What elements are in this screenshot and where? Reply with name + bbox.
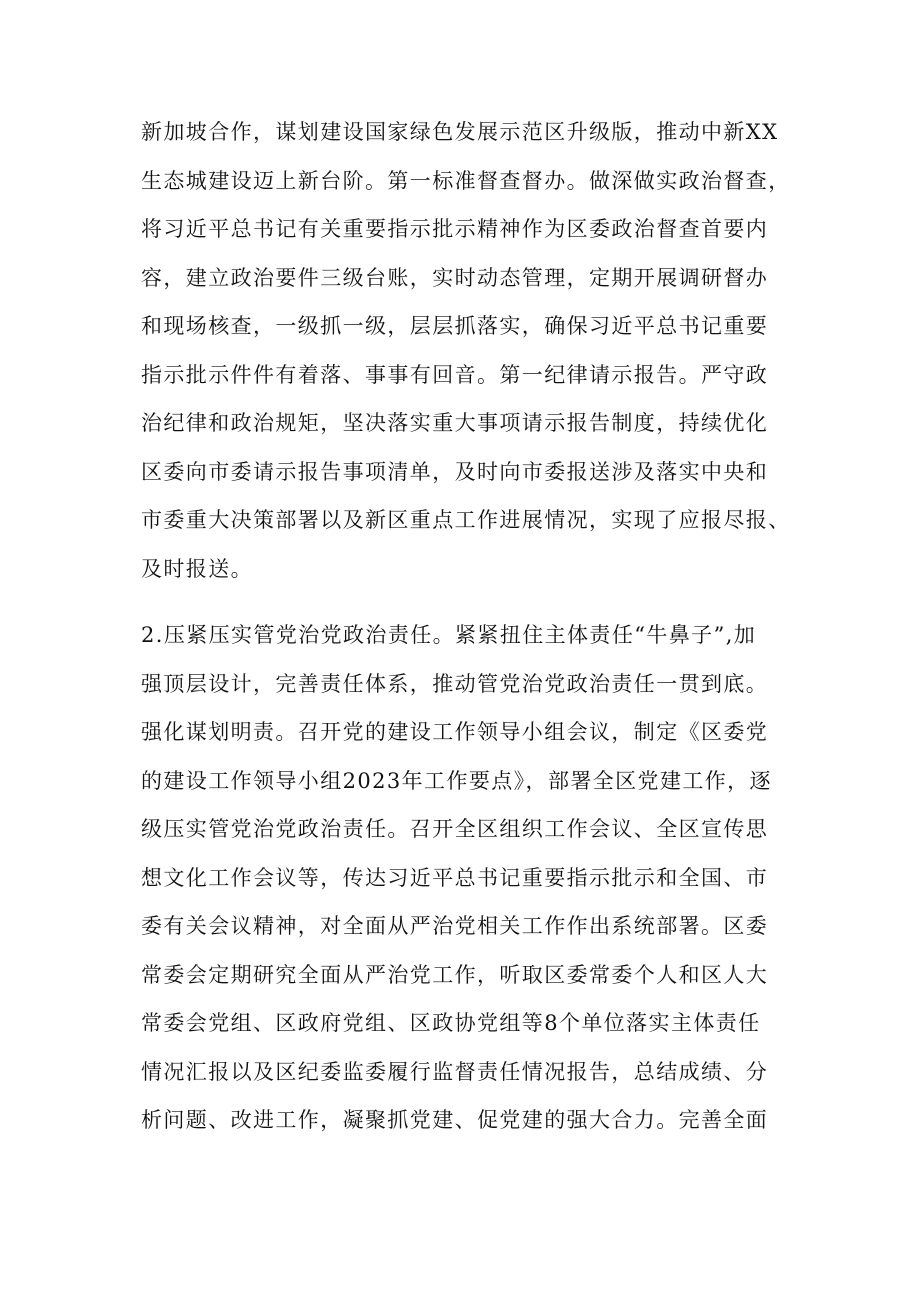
text-line: 生态城建设迈上新台阶。第一标准督查督办。做深做实政治督查， bbox=[141, 168, 791, 193]
text-line: 市委重大决策部署以及新区重点工作进展情况，实现了应报尽报、 bbox=[141, 508, 791, 532]
text-line: 治纪律和政治规矩，坚决落实重大事项请示报告制度，持续优化 bbox=[141, 411, 769, 435]
text-line: 常委会定期研究全面从严治党工作，听取区委常委个人和区人大 bbox=[141, 962, 769, 987]
text-line: 级压实管党治党政治责任。召开全区组织工作会议、全区宣传思 bbox=[141, 817, 769, 841]
text-line: 想文化工作会议等，传达习近平总书记重要指示批示和全国、市 bbox=[141, 865, 769, 890]
text-line: 区委向市委请示报告事项清单，及时向市委报送涉及落实中央和 bbox=[141, 459, 769, 484]
section-heading-line: 2.压紧压实管党治党政治责任。紧紧扭住主体责任“牛鼻子”,加 bbox=[141, 623, 757, 647]
text-line: 新加坡合作，谋划建设国家绿色发展示范区升级版，推动中新XX bbox=[141, 120, 779, 144]
text-line: 和现场核查，一级抓一级，层层抓落实，确保习近平总书记重要 bbox=[141, 314, 769, 338]
paragraph-1 bbox=[141, 108, 801, 593]
text-line: 常委会党组、区政府党组、区政协党组等8个单位落实主体责任 bbox=[141, 1011, 761, 1035]
paragraph-2 bbox=[141, 611, 801, 1145]
text-line: 指示批示件件有着落、事事有回音。第一纪律请示报告。严守政 bbox=[141, 362, 769, 387]
text-line: 情况汇报以及区纪委监委履行监督责任情况报告，总结成绩、分 bbox=[141, 1059, 769, 1084]
text-line: 容，建立政治要件三级台账，实时动态管理，定期开展调研督办 bbox=[141, 265, 769, 290]
text-line: 委有关会议精神，对全面从严治党相关工作作出系统部署。区委 bbox=[141, 914, 769, 938]
text-line: 及时报送。 bbox=[141, 556, 253, 581]
text-line: 强顶层设计，完善责任体系，推动管党治党政治责任一贯到底。 bbox=[141, 671, 769, 696]
text-line: 析问题、改进工作，凝聚抓党建、促党建的强大合力。完善全面 bbox=[141, 1108, 769, 1132]
text-line: 强化谋划明责。召开党的建设工作领导小组会议，制定《区委党 bbox=[141, 720, 769, 744]
text-line: 的建设工作领导小组2023年工作要点》，部署全区党建工作，逐 bbox=[141, 768, 772, 793]
text-line: 将习近平总书记有关重要指示批示精神作为区委政治督查首要内 bbox=[141, 217, 769, 241]
